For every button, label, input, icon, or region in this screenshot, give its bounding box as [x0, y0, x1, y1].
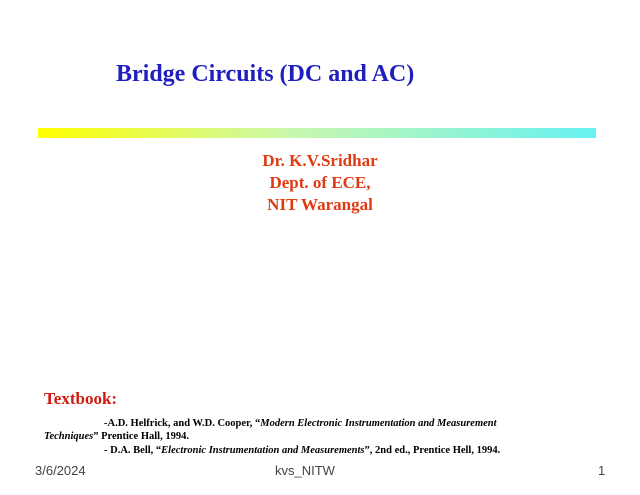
reference-2-suffix: ”, 2nd ed., Prentice Hell, 1994. — [364, 445, 501, 456]
reference-1-prefix: -A.D. Helfrick, and W.D. Cooper, “ — [104, 418, 261, 429]
author-block — [170, 150, 470, 216]
footer-page-number: 1 — [598, 463, 606, 478]
slide-title: Bridge Circuits (DC and AC) — [116, 61, 415, 87]
textbook-heading: Textbook: — [44, 389, 118, 408]
reference-1-suffix: ” Prentice Hall, 1994. — [93, 431, 189, 442]
author-name: Dr. K.V.Sridhar — [262, 151, 378, 170]
footer-date: 3/6/2024 — [35, 463, 86, 478]
reference-1-title-part-1: Modern Electronic Instrumentation and Measurement — [260, 418, 497, 429]
author-dept: Dept. of ECE, — [269, 173, 371, 192]
gradient-divider-bar — [38, 128, 596, 138]
reference-1-title-part-2: Techniques — [44, 431, 94, 442]
reference-2-title: Electronic Instrumentation and Measurements — [161, 445, 365, 456]
reference-1-line-1 — [104, 417, 497, 430]
author-institute: NIT Warangal — [267, 195, 373, 214]
reference-2-prefix: - D.A. Bell, “ — [104, 445, 162, 456]
footer-center-label: kvs_NITW — [275, 463, 335, 478]
reference-1-line-2 — [44, 430, 189, 443]
reference-2 — [104, 444, 500, 457]
